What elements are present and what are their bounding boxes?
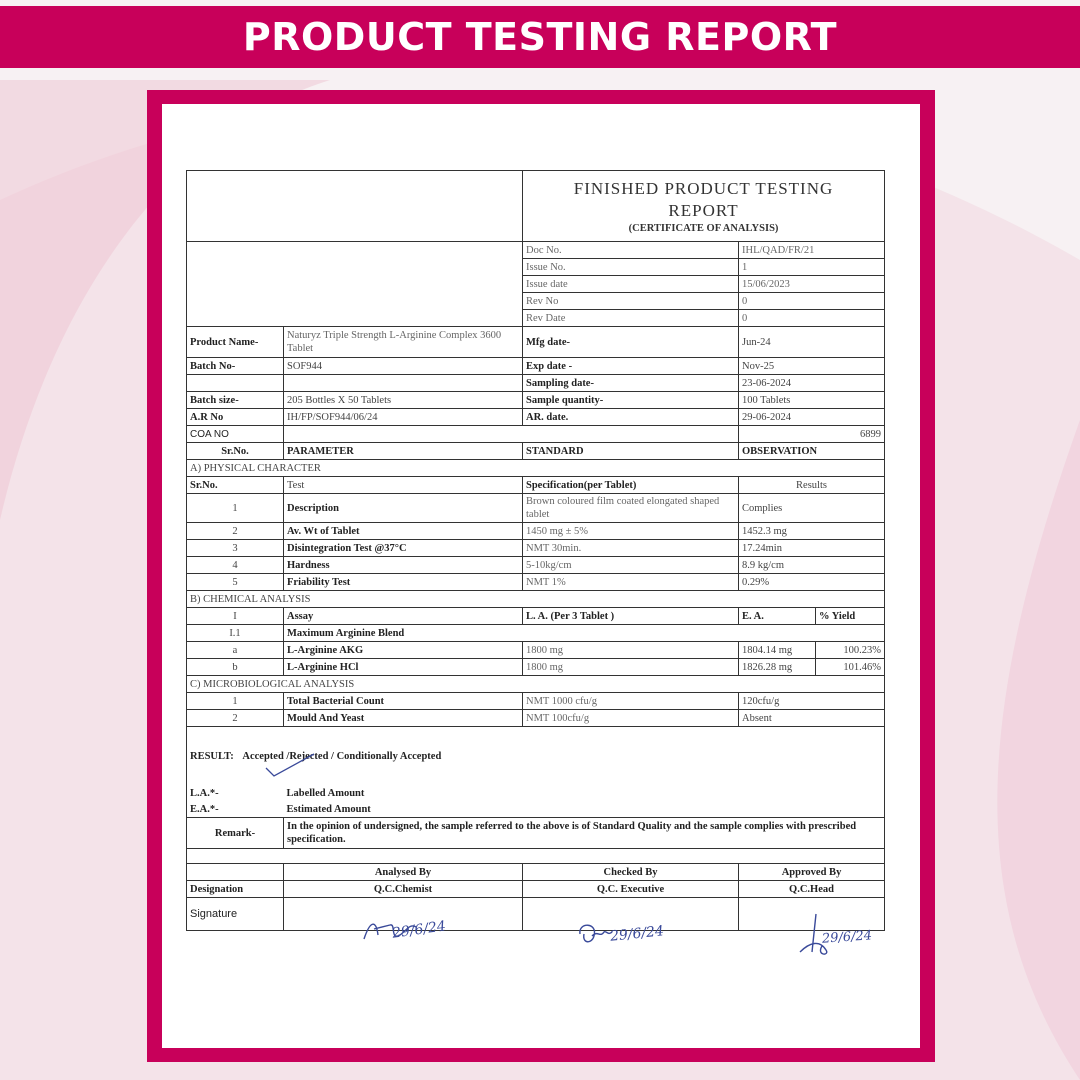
row-sr: 1: [187, 693, 284, 710]
ar-row: [187, 409, 885, 426]
row-la: 1800 mg: [523, 659, 739, 676]
sr-header: Sr.No.: [187, 443, 284, 460]
batch-size-row: [187, 392, 885, 409]
section-row: [187, 591, 885, 608]
doc-no-value: IHL/QAD/FR/21: [739, 242, 885, 259]
rev-date-value: 0: [739, 310, 885, 327]
logo-area: [187, 171, 523, 242]
banner-title: PRODUCT TESTING REPORT: [0, 6, 1080, 68]
analysed-by-header: Analysed By: [284, 864, 523, 881]
assay-sr: I: [187, 608, 284, 625]
standard-header: STANDARD: [523, 443, 739, 460]
physical-spec-header: Specification(per Tablet): [523, 477, 739, 494]
exp-date-value: Nov-25: [739, 358, 885, 375]
remark-label: Remark-: [187, 818, 284, 849]
remark-row: [187, 818, 885, 849]
signature-row: [187, 898, 885, 931]
table-row: [187, 540, 885, 557]
product-name-value: Naturyz Triple Strength L-Arginine Complex 3600 Tablet: [284, 327, 523, 358]
result-label: RESULT:: [190, 750, 234, 762]
signature-approver-date: 29/6/24: [821, 928, 873, 947]
signature-checker-scribble: [574, 918, 614, 948]
checker-role: Q.C. Executive: [523, 881, 739, 898]
checked-by-header: Checked By: [523, 864, 739, 881]
table-row: [187, 659, 885, 676]
row-sr: b: [187, 659, 284, 676]
ar-no-value: IH/FP/SOF944/06/24: [284, 409, 523, 426]
coa-row: [187, 426, 885, 443]
row-spec: NMT 30min.: [523, 540, 739, 557]
sampling-date-label: Sampling date-: [523, 375, 739, 392]
row-ea: 1826.28 mg: [739, 659, 816, 676]
row-ea: 1804.14 mg: [739, 642, 816, 659]
row-result: Absent: [739, 710, 885, 727]
empty-cell: [284, 375, 523, 392]
row-test: Disintegration Test @37°C: [284, 540, 523, 557]
assay-header-row: [187, 608, 885, 625]
row-result: 17.24min: [739, 540, 885, 557]
table-row: [187, 523, 885, 540]
designation-label: Designation: [187, 881, 284, 898]
coa-no-label: COA NO: [187, 426, 284, 443]
result-value: Accepted /Rejected / Conditionally Accepted: [242, 750, 442, 762]
row-sr: 1: [187, 494, 284, 523]
ea-meaning: Estimated Amount: [284, 801, 885, 818]
physical-sr-header: Sr.No.: [187, 477, 284, 494]
la-meaning: Labelled Amount: [284, 785, 885, 801]
analyst-role: Q.C.Chemist: [284, 881, 523, 898]
designation-row: [187, 881, 885, 898]
exp-date-label: Exp date -: [523, 358, 739, 375]
physical-header-row: [187, 477, 885, 494]
sampling-row: [187, 375, 885, 392]
empty-cell: [187, 375, 284, 392]
batch-size-label: Batch size-: [187, 392, 284, 409]
remark-text: In the opinion of undersigned, the sample referred to the above is of Standard Quality and the sample complies with prescribed specification.: [284, 818, 885, 849]
row-test: Total Bacterial Count: [284, 693, 523, 710]
sample-quantity-value: 100 Tablets: [739, 392, 885, 409]
checkmark-icon: [262, 752, 316, 778]
blank-area: [187, 242, 523, 327]
row-spec: 1450 mg ± 5%: [523, 523, 739, 540]
micro-section-title: C) MICROBIOLOGICAL ANALYSIS: [187, 676, 885, 693]
sample-quantity-label: Sample quantity-: [523, 392, 739, 409]
section-row: [187, 460, 885, 477]
ar-no-label: A.R No: [187, 409, 284, 426]
product-name-row: [187, 327, 885, 358]
row-sr: 2: [187, 710, 284, 727]
row-result: Complies: [739, 494, 885, 523]
issue-no-value: 1: [739, 259, 885, 276]
batch-no-value: SOF944: [284, 358, 523, 375]
spacer-cell: [187, 849, 885, 864]
row-result: 8.9 kg/cm: [739, 557, 885, 574]
row-test: Hardness: [284, 557, 523, 574]
ea-header: E. A.: [739, 608, 816, 625]
yield-header: % Yield: [816, 608, 885, 625]
blend-sr: I.1: [187, 625, 284, 642]
signature-label: Signature: [187, 898, 284, 931]
rev-date-label: Rev Date: [523, 310, 739, 327]
issue-no-label: Issue No.: [523, 259, 739, 276]
title-line2: REPORT: [668, 200, 739, 220]
row-name: L-Arginine HCl: [284, 659, 523, 676]
row-name: L-Arginine AKG: [284, 642, 523, 659]
table-row: [187, 710, 885, 727]
doc-info-row: [187, 242, 885, 259]
product-name-label: Product Name-: [187, 327, 284, 358]
report-table: [186, 170, 885, 931]
parameter-header: PARAMETER: [284, 443, 523, 460]
row-result: 1452.3 mg: [739, 523, 885, 540]
physical-section-title: A) PHYSICAL CHARACTER: [187, 460, 885, 477]
signature-analyst-date: 29/6/24: [391, 918, 447, 942]
mfg-date-value: Jun-24: [739, 327, 885, 358]
title-row: [187, 171, 885, 242]
row-spec: 5-10kg/cm: [523, 557, 739, 574]
issue-date-value: 15/06/2023: [739, 276, 885, 293]
batch-no-label: Batch No-: [187, 358, 284, 375]
approved-by-header: Approved By: [739, 864, 885, 881]
ea-abbr: E.A.*-: [187, 801, 284, 818]
approver-role: Q.C.Head: [739, 881, 885, 898]
row-spec: NMT 100cfu/g: [523, 710, 739, 727]
row-test: Mould And Yeast: [284, 710, 523, 727]
row-test: Friability Test: [284, 574, 523, 591]
coa-no-value: 6899: [739, 426, 885, 443]
rev-no-value: 0: [739, 293, 885, 310]
ar-date-label: AR. date.: [523, 409, 739, 426]
table-row: [187, 693, 885, 710]
batch-row: [187, 358, 885, 375]
doc-no-label: Doc No.: [523, 242, 739, 259]
table-row: [187, 642, 885, 659]
row-sr: 4: [187, 557, 284, 574]
batch-size-value: 205 Bottles X 50 Tablets: [284, 392, 523, 409]
sampling-date-value: 23-06-2024: [739, 375, 885, 392]
blend-row: [187, 625, 885, 642]
row-test: Description: [284, 494, 523, 523]
empty-cell: [284, 426, 739, 443]
row-result: 120cfu/g: [739, 693, 885, 710]
physical-results-header: Results: [739, 477, 885, 494]
abbr-row: [187, 785, 885, 801]
spacer-row: [187, 849, 885, 864]
physical-test-header: Test: [284, 477, 523, 494]
row-result: 0.29%: [739, 574, 885, 591]
report-title: [523, 171, 885, 242]
row-yield: 101.46%: [816, 659, 885, 676]
blend-label: Maximum Arginine Blend: [284, 625, 885, 642]
row-spec: NMT 1%: [523, 574, 739, 591]
mfg-date-label: Mfg date-: [523, 327, 739, 358]
section-row: [187, 676, 885, 693]
table-row: [187, 557, 885, 574]
la-abbr: L.A.*-: [187, 785, 284, 801]
row-sr: 5: [187, 574, 284, 591]
row-sr: 2: [187, 523, 284, 540]
report-subtitle: (CERTIFICATE OF ANALYSIS): [628, 222, 779, 234]
observation-header: OBSERVATION: [739, 443, 885, 460]
row-spec: Brown coloured film coated elongated shaped tablet: [523, 494, 739, 523]
signoff-header-row: [187, 864, 885, 881]
row-yield: 100.23%: [816, 642, 885, 659]
row-spec: NMT 1000 cfu/g: [523, 693, 739, 710]
row-test: Av. Wt of Tablet: [284, 523, 523, 540]
issue-date-label: Issue date: [523, 276, 739, 293]
table-row: [187, 494, 885, 523]
parameter-header-row: [187, 443, 885, 460]
abbr-row: [187, 801, 885, 818]
signature-checker-date: 29/6/24: [609, 923, 665, 945]
row-la: 1800 mg: [523, 642, 739, 659]
rev-no-label: Rev No: [523, 293, 739, 310]
chemical-section-title: B) CHEMICAL ANALYSIS: [187, 591, 885, 608]
ar-date-value: 29-06-2024: [739, 409, 885, 426]
row-sr: a: [187, 642, 284, 659]
la-header: L. A. (Per 3 Tablet ): [523, 608, 739, 625]
title-line1: FINISHED PRODUCT TESTING: [573, 178, 834, 198]
table-row: [187, 574, 885, 591]
row-sr: 3: [187, 540, 284, 557]
assay-label: Assay: [284, 608, 523, 625]
empty-cell: [187, 864, 284, 881]
